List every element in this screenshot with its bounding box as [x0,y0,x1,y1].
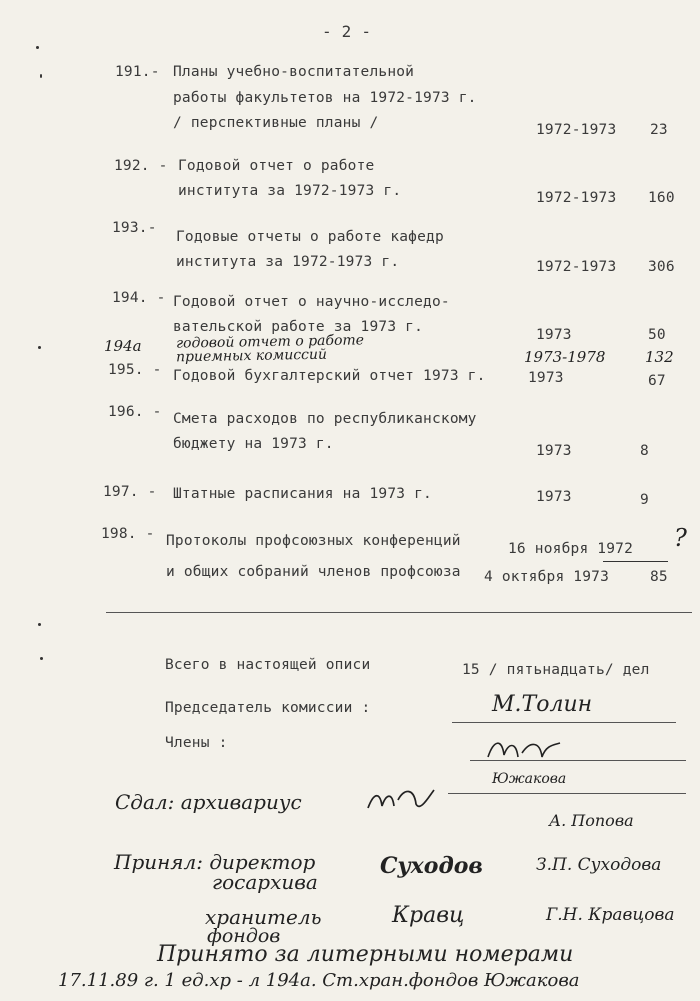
members-label: Члены : [165,735,228,751]
entry-title-line: Штатные расписания на 1973 г. [173,486,432,502]
chair-signature-line [452,722,676,723]
entry-dates-start: 16 ноября 1972 [508,541,634,557]
entry-title-line: Годовой отчет о работе [178,158,375,174]
prinyal-signature: Суходов [380,853,483,879]
chair-label: Председатель комиссии : [165,700,371,716]
entry-number: 194а [104,337,142,355]
prinyal-label-2: госархива [212,870,318,894]
date-underline [603,561,668,562]
member-name: Южакова [492,771,567,787]
entry-number: 191.- [115,64,160,80]
keeper-name: Г.Н. Кравцова [546,905,675,925]
entry-title-line: вательской работе за 1973 г. [173,319,424,335]
entry-title-line: Протоколы профсоюзных конференций [166,533,461,549]
margin-speck [36,46,39,49]
entry-number: 197. - [103,484,157,500]
entry-sheets: 50 [648,327,666,343]
entry-sheets: 67 [648,373,666,389]
entry-sheets: 132 [645,348,674,366]
total-label: Всего в настоящей описи [165,657,371,673]
entry-dates-end: 4 октября 1973 [484,569,610,585]
acceptance-note-line-1: Принято за литерными номерами [157,942,574,967]
page-number: - 2 - [322,22,372,41]
entry-dates: 1972-1973 [536,259,617,275]
margin-speck [38,346,41,349]
entry-title-line: / перспективные планы / [173,115,379,131]
entry-title-line: Годовой бухгалтерский отчет 1973 г. [173,368,486,384]
sdal-name: А. Попова [549,811,634,830]
entry-sheets: 8 [640,443,649,459]
prinyal-name: З.П. Суходова [536,855,662,875]
entry-number: 195. - [108,362,162,378]
acceptance-note-line-2: 17.11.89 г. 1 ед.хр - л 194а. Ст.хран.фондов Южакова [58,970,580,991]
entry-dates: 1972-1973 [536,190,617,206]
question-mark: ? [674,524,687,552]
entry-sheets: 160 [648,190,675,206]
keeper-signature: Кравц [392,903,465,928]
entry-title-line: института за 1972-1973 г. [176,254,400,270]
entry-title-line: приемных комиссий [175,346,328,366]
entry-number: 196. - [108,404,162,420]
sdal-label: Сдал: архивариус [115,790,302,814]
entry-number: 198. - [101,526,155,542]
entry-sheets: 306 [648,259,675,275]
entry-dates: 1972-1973 [536,122,617,138]
entry-title-line: Смета расходов по республиканскому [173,411,477,427]
entry-title-line: Годовые отчеты о работе кафедр [176,229,444,245]
entry-title-line: Годовой отчет о научно-исследо- [173,294,450,310]
member-name-line [448,793,686,794]
keeper-label-1: хранитель [205,905,322,929]
entry-number: 193.- [112,220,157,236]
member-signature-line [470,760,686,761]
margin-speck [40,74,42,78]
margin-speck [38,623,41,626]
entry-dates: 1973 [536,327,572,343]
entry-sheets: 85 [650,569,668,585]
entry-title-line: работы факультетов на 1972-1973 г. [173,90,477,106]
entry-dates: 1973-1978 [524,348,606,366]
entry-number: 192. - [114,158,168,174]
entry-sheets: 9 [640,492,649,508]
total-value: 15 / пятьнадцать/ дел [462,662,650,678]
entry-dates: 1973 [536,443,572,459]
entry-sheets: 23 [650,122,668,138]
entry-number: 194. - [112,290,166,306]
entry-title-line: Планы учебно-воспитательной [173,64,415,80]
entry-dates: 1973 [528,370,564,386]
entry-title-line: бюджету на 1973 г. [173,436,334,452]
separator-line [106,612,692,613]
chair-signature: М.Толин [492,692,593,717]
entry-title-line: и общих собраний членов профсоюза [166,564,461,580]
sdal-signature-scribble [364,784,444,818]
keeper-label-2: фондов [207,925,281,947]
entry-dates: 1973 [536,489,572,505]
margin-speck [40,657,43,660]
entry-title-line: годовой отчет о работе [175,332,365,352]
entry-title-line: института за 1972-1973 г. [178,183,402,199]
prinyal-label-1: Принял: директор [114,850,316,874]
